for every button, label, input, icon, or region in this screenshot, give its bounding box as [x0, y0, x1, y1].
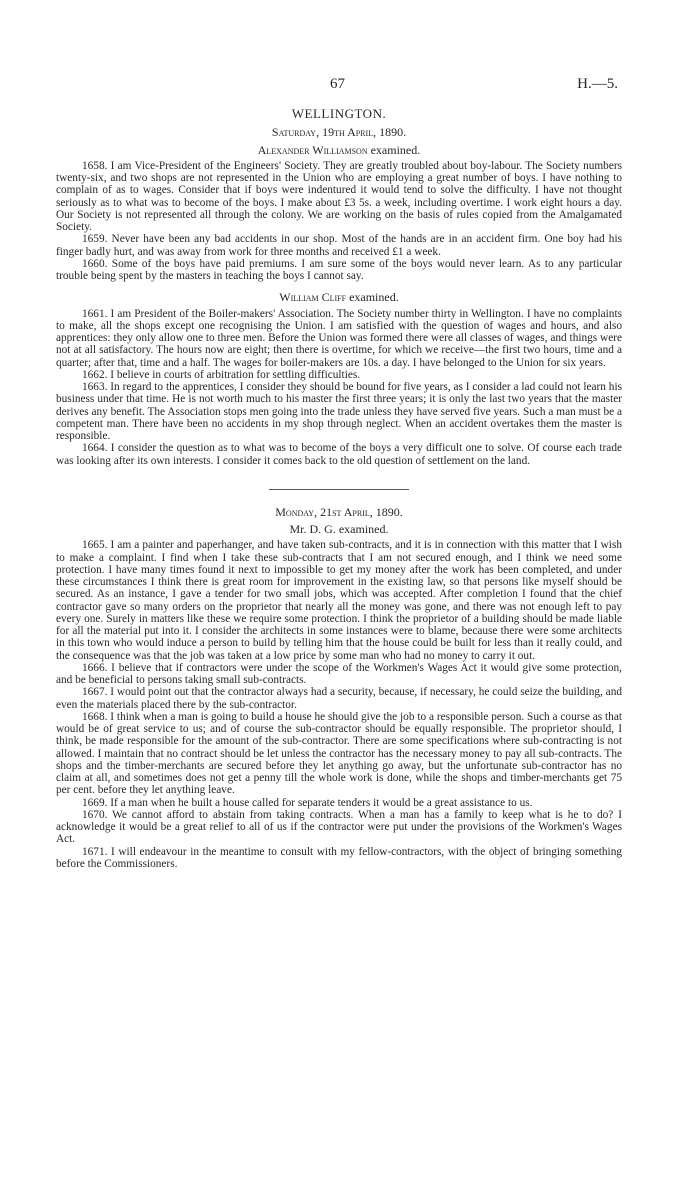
- witness-heading: [56, 291, 622, 303]
- testimony-paragraph: 1663. In regard to the apprentices, I consider they should be bound for five years, as I consider a lad could not learn his business under that time. He is not worth much to his master the first three years; it is only the last two years that the master derives any benefit. The Association stops men going into the trade unless they have served five years. Such a man must be a competent man. There have been no accidents in my shop through neglect. When an accident overtakes them the master is responsible.: [56, 381, 622, 442]
- testimony-paragraph: 1665. I am a painter and paperhanger, and have taken sub-contracts, and it is in connection with this matter that I wish to make a complaint. I find when I take these sub-contracts that I am not secured enough, and I think we need some protection. I have many times found it next to impossible to get my money after the work has been completed, and under these circumstances I think there is great room for improvement in the existing law, so that persons like myself should be secured. As an instance, I gave a tender for two small jobs, which was accepted. After completion I found that the chief contractor gave so many orders on the proprietor that nearly all the money was gone, and there was not enough left to pay every one. Surely in matters like these we require some protection. I think the proprietor of a building should be made liable for all the material put into it. I consider the architects in some instances were to blame, because there were some architects in this town who would induce a person to build by telling him that the house could be built for less than it really could, and the consequence was that the job was taken at a low price by some man who had no money to carry it out.: [56, 539, 622, 662]
- witness-suffix: examined.: [367, 142, 421, 157]
- witness-heading: [56, 144, 622, 156]
- testimony-paragraph: 1666. I believe that if contractors were under the scope of the Workmen's Wages Act it would give some protection, and be beneficial to persons taking small sub-contracts.: [56, 661, 622, 686]
- testimony-paragraph: 1670. We cannot afford to abstain from taking contracts. When a man has a family to keep what is he to do? I acknowledge it would be a great relief to all of us if the contractor were put under the provisions of the Workmen's Wages Act.: [56, 808, 622, 846]
- testimony-paragraph: 1664. I consider the question as to what was to become of the boys a very difficult one to solve. Of course each trade was looking after its own interests. I consider it comes back to the old question of settlement on the land.: [56, 442, 622, 467]
- document-reference: H.—5.: [577, 76, 618, 92]
- sitting-date: Monday, 21st April, 1890.: [275, 504, 403, 519]
- document-title: WELLINGTON.: [291, 106, 387, 121]
- section-divider: [269, 489, 409, 490]
- testimony-paragraph: 1667. I would point out that the contractor always had a security, because, if necessary, he could seize the building, and even the materials placed there by the sub-contractor.: [56, 686, 622, 711]
- page-number: 67: [330, 76, 345, 92]
- testimony-paragraph: 1668. I think when a man is going to build a house he should give the job to a responsible person. Such a course as that would be of great service to us; and of course the sub-contractor should be equally responsible. The proprietor should, I think, be made responsible for the amount of the sub-contractor. There are some specifications where sub-contracting is not allowed. I maintain that no contract should be let unless the contractor has the necessary money to pay all sub-contracts. The shops and the timber-merchants are secured before they let anything go away, but the unfortunate sub-contractor has no claim at all, and sometimes does not get a penny till the whole work is done, while the shops and timber-merchants get 75 per cent. before they let anything leave.: [56, 710, 622, 797]
- witness-name: Mr. D. G.: [289, 522, 336, 536]
- sitting-date: Saturday, 19th April, 1890.: [271, 125, 407, 140]
- witness-name: William Cliff: [279, 290, 347, 305]
- page-header: [0, 76, 700, 100]
- testimony-paragraph: 1658. I am Vice-President of the Engineers' Society. They are greatly troubled about boy-labour. The Society numbers twenty-six, and two shops are not represented in the Union who are employing a great number of boys. I have nothing to complain of as to wages. Consider that if boys were indentured it would tend to solve the difficulty. I have not thought seriously as to what was to become of the boys. I make about £3 5s. a week, including overtime. I work eight hours a day. Our Society is not represented all through the colony. We are working on the basis of rules copied from the Amalgamated Society.: [56, 159, 622, 233]
- testimony-paragraph: 1671. I will endeavour in the meantime to consult with my fellow-contractors, with the object of bringing something before the Commissioners.: [56, 845, 622, 870]
- document-body: [56, 108, 622, 870]
- testimony-paragraph: 1659. Never have been any bad accidents in our shop. Most of the hands are in an accident firm. One boy had his finger badly hurt, and was away from work for three months and received £1 a week.: [56, 233, 622, 258]
- testimony-paragraph: 1661. I am President of the Boiler-makers' Association. The Society number thirty in Wellington. I have no complaints to make, all the shops except one recognising the Union. I am satisfied with the question of wages and hours, and also apprentices: they only allow one to three men. Before the Union was formed there were all classes of wages, and things were not at all satisfactory. The hours now are eight; then there is overtime, for which we receive—the first two hours, time and a quarter; after that, time and a half. The wages for boiler-makers are 10s. a day. I have belonged to the Union for six years.: [56, 307, 622, 369]
- testimony-paragraph: 1662. I believe in courts of arbitration for settling difficulties.: [82, 368, 361, 381]
- testimony-paragraph: 1660. Some of the boys have paid premiums. I am sure some of the boys would never learn. As to any particular trouble being spent by the masters in teaching the boys I cannot say.: [56, 257, 622, 282]
- sitting-saturday: [56, 126, 622, 467]
- witness-heading: [56, 523, 622, 535]
- witness-name: Alexander Williamson: [257, 142, 368, 157]
- testimony-paragraph: 1669. If a man when he built a house called for separate tenders it would be a great assistance to us.: [82, 796, 533, 809]
- witness-suffix: examined.: [346, 290, 399, 305]
- witness-suffix: examined.: [335, 522, 389, 536]
- sitting-monday: [56, 506, 622, 870]
